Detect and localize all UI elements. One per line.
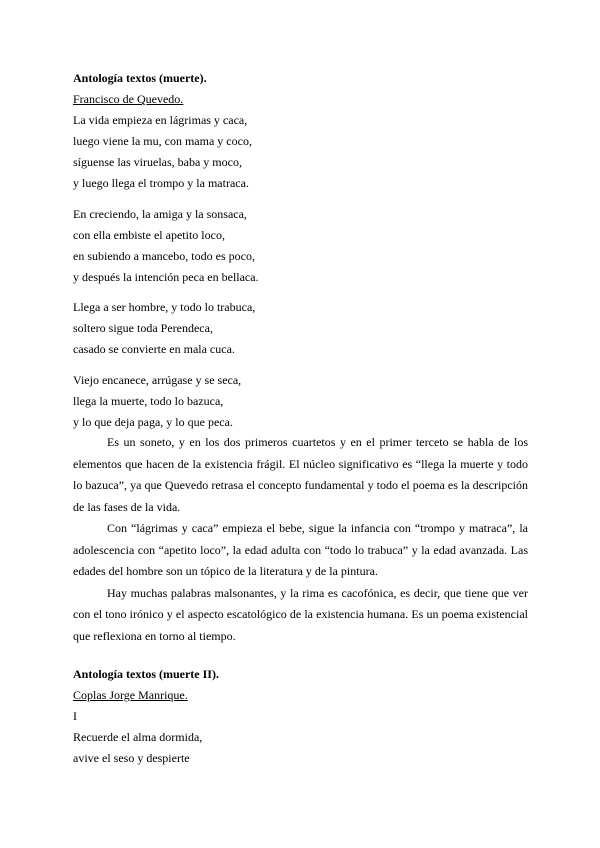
- section2-author: Coplas Jorge Manrique.: [73, 688, 188, 702]
- poem-line: soltero sigue toda Perendeca,: [73, 321, 213, 335]
- paragraph-text: Hay muchas palabras malsonantes, y la rima es cacofónica, es decir, que tiene que ver con el tono irónico y el aspecto escatológico de la existencia humana. Es un poema existencial que reflexiona en torno al tiempo.: [73, 585, 528, 643]
- poem-line: con ella embiste el apetito loco,: [73, 228, 225, 242]
- poem-line: Viejo encanece, arrúgase y se seca,: [73, 373, 242, 387]
- poem-line: Llega a ser hombre, y todo lo trabuca,: [73, 300, 256, 314]
- section2-numeral: I: [73, 709, 77, 723]
- commentary-paragraph: [73, 518, 528, 583]
- section1-header: [73, 68, 528, 194]
- poem-line: La vida empieza en lágrimas y caca,: [73, 113, 248, 127]
- commentary-paragraph: [73, 432, 528, 518]
- poem-line: En creciendo, la amiga y la sonsaca,: [73, 207, 247, 221]
- stanza-2: [73, 204, 528, 288]
- poem-line: Recuerde el alma dormida,: [73, 730, 203, 744]
- poem-line: en subiendo a mancebo, todo es poco,: [73, 249, 255, 263]
- poem-line: llega la muerte, todo lo bazuca,: [73, 394, 224, 408]
- poem-line: síguense las viruelas, baba y moco,: [73, 155, 242, 169]
- section2: [73, 664, 528, 769]
- stanza-4: [73, 370, 528, 433]
- poem-line: luego viene la mu, con mama y coco,: [73, 134, 252, 148]
- section1-author: Francisco de Quevedo.: [73, 92, 184, 106]
- paragraph-text: Con “lágrimas y caca” empieza el bebe, sigue la infancia con “trompo y matraca”, la adolescencia con “apetito loco”, la edad adulta con “todo lo trabuca” y la edad avanzada. Las edades del hombre son un tópico de la literatura y de la pintura.: [73, 521, 528, 578]
- paragraph-text: Es un soneto, y en los dos primeros cuartetos y en el primer terceto se habla de los elementos que hacen de la existencia frágil. El núcleo significativo es “llega la muerte y todo lo bazuca”, ya que Quevedo retrasa el concepto fundamental y todo el poema es la descripción de las fases de la vida.: [73, 435, 528, 514]
- section2-title: Antología textos (muerte II).: [73, 667, 219, 681]
- poem-line: y lo que deja paga, y lo que peca.: [73, 415, 233, 429]
- poem-line: y luego llega el trompo y la matraca.: [73, 176, 249, 190]
- commentary-paragraph: [73, 583, 528, 648]
- poem-line: y después la intención peca en bellaca.: [73, 270, 259, 284]
- section1-title: Antología textos (muerte).: [73, 71, 207, 85]
- poem-line: avive el seso y despierte: [73, 751, 190, 765]
- stanza-3: [73, 297, 528, 360]
- commentary: [73, 432, 528, 647]
- poem-line: casado se convierte en mala cuca.: [73, 342, 235, 356]
